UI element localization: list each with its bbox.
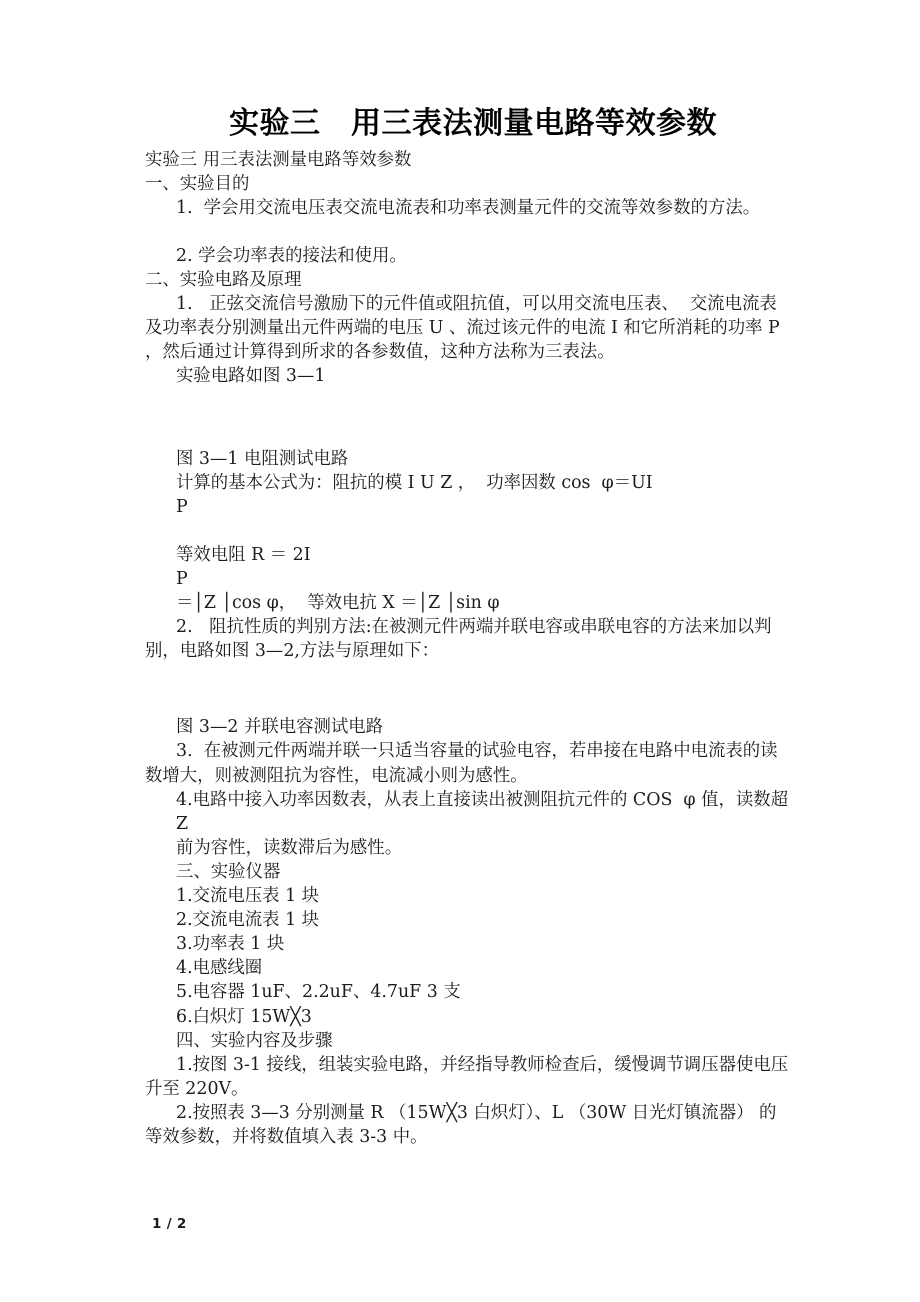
body-line: 3. 在被测元件两端并联一只适当容量的试验电容，若串接在电路中电流表的读数增大，则被测阻抗为容性，电流减小则为感性。 xyxy=(145,741,778,786)
body-line: 2. 阻抗性质的判别方法:在被测元件两端并联电容或串联电容的方法来加以判别，电路如图 3—2,方法与原理如下： xyxy=(145,617,772,662)
section-instruments xyxy=(145,860,793,1029)
page-number-footer: 1 / 2 xyxy=(152,1216,187,1232)
formula-line: 计算的基本公式为：阻抗的模 I U Z ， 功率因数 cos φ＝UI xyxy=(176,472,653,493)
formula-line: ＝│Z │cos φ， 等效电抗 X ＝│Z │sin φ xyxy=(176,593,500,614)
instrument-item: 2.交流电流表 1 块 xyxy=(176,910,320,931)
figure-1-placeholder xyxy=(145,389,793,447)
spacer-line xyxy=(145,220,793,244)
body-line: 实验三 用三表法测量电路等效参数 xyxy=(145,149,412,170)
body-line: 实验电路如图 3—1 xyxy=(176,366,326,387)
section-heading-objectives: 一、实验目的 xyxy=(145,173,250,194)
instrument-item: 5.电容器 1uF、2.2uF、4.7uF 3 支 xyxy=(176,982,461,1003)
formula-line: P xyxy=(176,496,188,517)
body-line: 前为容性，读数滞后为感性。 xyxy=(176,837,403,858)
section-heading-circuit: 二、实验电路及原理 xyxy=(145,270,302,291)
section-heading-procedure: 四、实验内容及步骤 xyxy=(176,1030,333,1051)
formula-line: Z xyxy=(176,813,189,834)
instrument-item: 1.交流电压表 1 块 xyxy=(176,886,320,907)
body-line: 4.电路中接入功率因数表，从表上直接读出被测阻抗元件的 COS φ 值，读数超 xyxy=(176,789,789,810)
instrument-item: 3.功率表 1 块 xyxy=(176,934,285,955)
procedure-step: 2.按照表 3—3 分别测量 R （15W╳3 白炽灯）、L （30W 日光灯镇流器） 的等效参数，并将数值填入表 3-3 中。 xyxy=(145,1102,777,1147)
section-formulas xyxy=(145,471,793,664)
body-line: 2. 学会功率表的接法和使用。 xyxy=(176,245,407,266)
body-line: 1. 学会用交流电压表交流电流表和功率表测量元件的交流等效参数的方法。 xyxy=(176,197,761,218)
document-body xyxy=(145,104,793,1149)
instrument-item: 6.白炽灯 15W╳3 xyxy=(176,1006,312,1027)
instrument-item: 4.电感线圈 xyxy=(176,958,263,979)
formula-line: 等效电阻 R ＝ 2I xyxy=(176,544,311,565)
page-title: 实验三 用三表法测量电路等效参数 xyxy=(229,106,717,141)
spacer-line xyxy=(145,519,793,543)
section-heading-instruments: 三、实验仪器 xyxy=(176,861,281,882)
section-judgement xyxy=(145,739,793,859)
section-objectives xyxy=(145,148,793,389)
body-line: 1. 正弦交流信号激励下的元件值或阻抗值，可以用交流电压表、 交流电流表及功率表分别测量出元件两端的电压 U 、流过该元件的电流 I 和它所消耗的功率 P ，然后通过计算得到所求的各参数值，这种方法称为三表法。 xyxy=(145,294,786,363)
section-procedure xyxy=(145,1029,793,1149)
procedure-step: 1.按图 3-1 接线，组装实验电路，并经指导教师检查后，缓慢调节调压器使电压升至 220V。 xyxy=(145,1054,789,1099)
figure-2-caption: 图 3—2 并联电容测试电路 xyxy=(176,717,384,738)
figure-1-caption: 图 3—1 电阻测试电路 xyxy=(176,448,349,469)
figure-2-placeholder xyxy=(145,663,793,715)
formula-line: P xyxy=(176,569,188,589)
